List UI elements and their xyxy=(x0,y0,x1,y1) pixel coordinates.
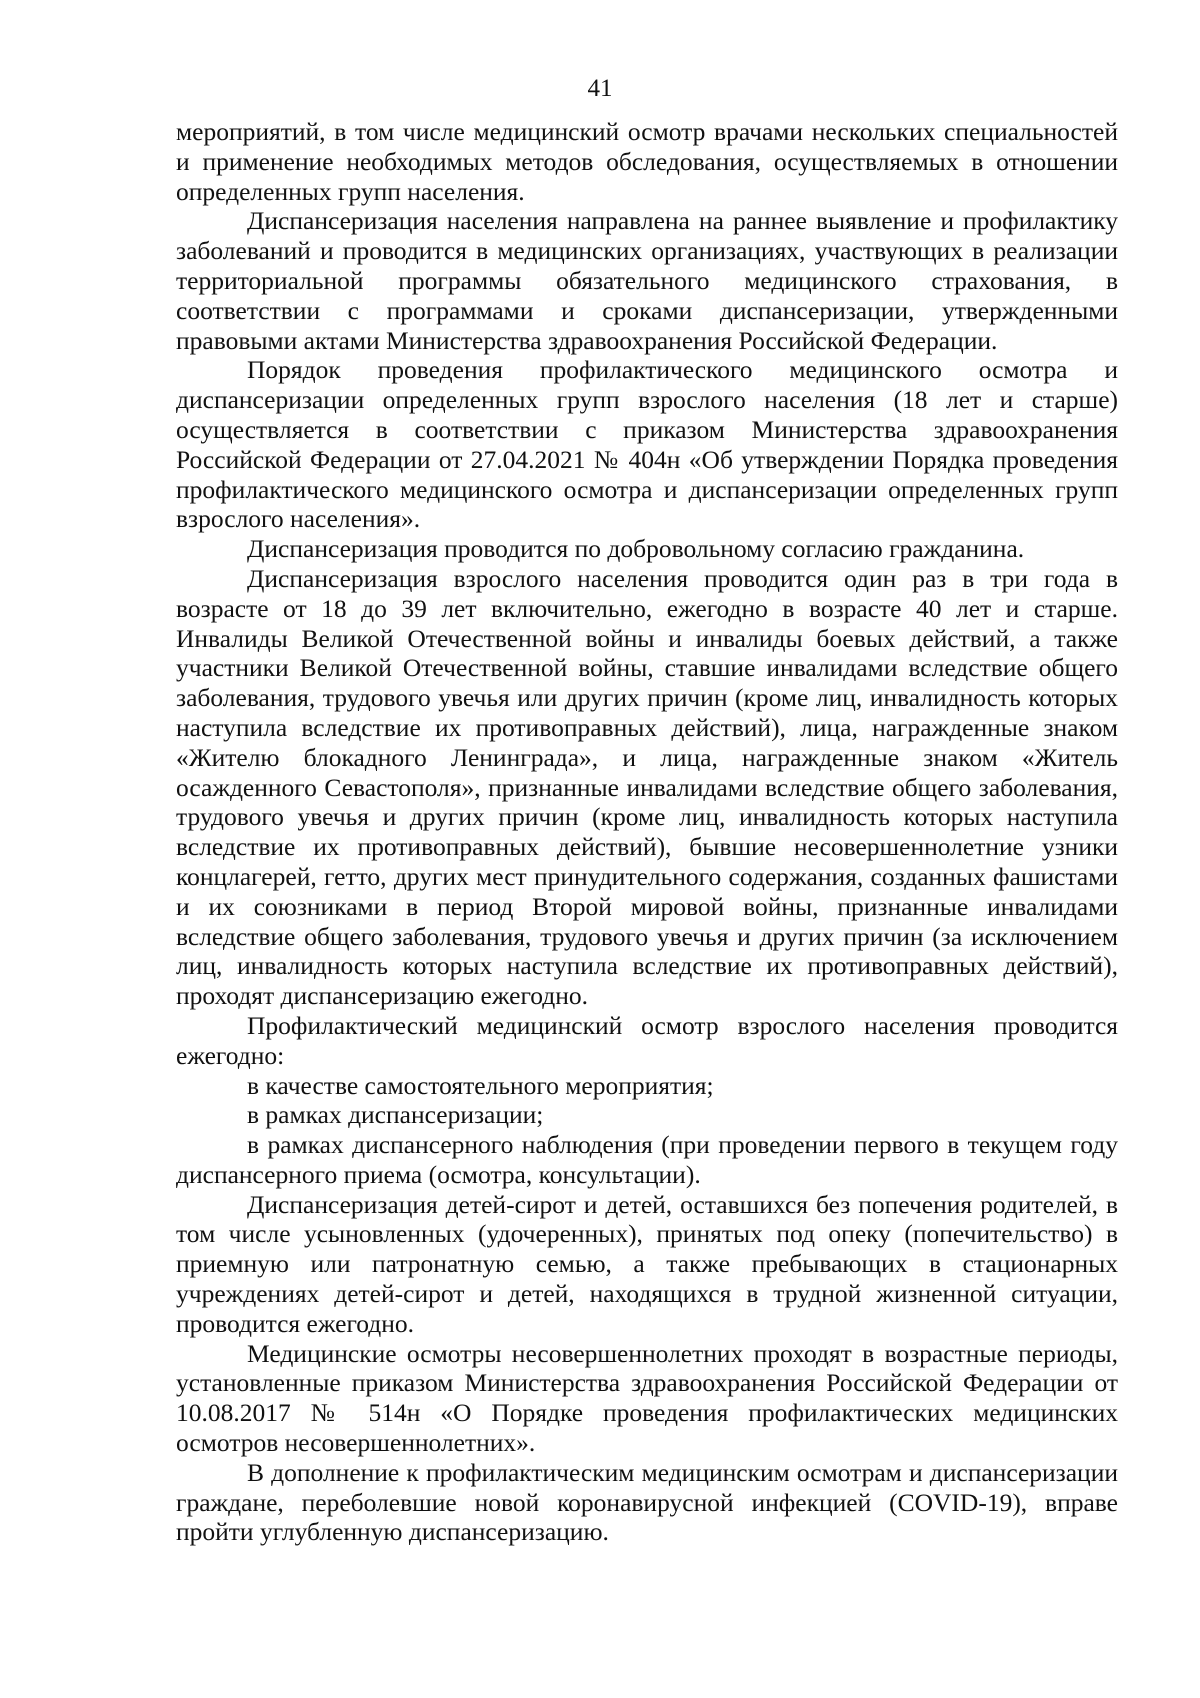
paragraph-minors: Медицинские осмотры несовершеннолетних проходят в возрастные периоды, установленные приказом Министерства здравоохранения Российской Федерации от 10.08.2017 № 514н «О Порядке проведения профилактических медицинских осмотров несовершеннолетних». xyxy=(176,1338,1118,1458)
paragraph-dispensarization-purpose: Диспансеризация населения направлена на раннее выявление и профилактику заболеваний и проводится в медицинских организациях, участвующих в реализации территориальной программы обязательного медицинского страхования, в соответствии с программами и сроками диспансеризации, утвержденными правовыми актами Министерства здравоохранения Российской Федерации. xyxy=(176,206,1118,355)
list-item: в рамках диспансеризации; xyxy=(247,1100,544,1130)
body-text xyxy=(176,117,1118,1547)
paragraph-voluntary-consent: Диспансеризация проводится по добровольному согласию гражданина. xyxy=(247,534,1025,564)
paragraph-preventive-exam: Профилактический медицинский осмотр взрослого населения проводится ежегодно: xyxy=(176,1010,1118,1070)
paragraph-frequency: Диспансеризация взрослого населения проводится один раз в три года в возрасте от 18 до 39 лет включительно, ежегодно в возрасте 40 лет и старше. Инвалиды Великой Отечественной войны и инвалиды боевых действий, а также участники Великой Отечественной войны, ставшие инвалидами вследствие общего заболевания, трудового увечья или других причин (кроме лиц, инвалидность которых наступила вследствие их противоправных действий), лица, награжденные знаком «Жителю блокадного Ленинграда», и лица, награжденные знаком «Житель осажденного Севастополя», признанные инвалидами вследствие общего заболевания, трудового увечья и других причин (кроме лиц, инвалидность которых наступила вследствие их противоправных действий), бывшие несовершеннолетние узники концлагерей, гетто, других мест принудительного содержания, созданных фашистами и их союзниками в период Второй мировой войны, признанные инвалидами вследствие общего заболевания, трудового увечья и других причин (за исключением лиц, инвалидность которых наступила вследствие их противоправных действий), проходят диспансеризацию ежегодно. xyxy=(176,563,1118,1011)
paragraph-covid: В дополнение к профилактическим медицинским осмотрам и диспансеризации граждане, переболевшие новой коронавирусной инфекцией (COVID-19), вправе пройти углубленную диспансеризацию. xyxy=(176,1457,1118,1547)
page-number: 41 xyxy=(587,75,613,102)
list-item: в рамках диспансерного наблюдения (при проведении первого в текущем году диспансерного приема (осмотра, консультации). xyxy=(176,1130,1118,1189)
paragraph-continuation: мероприятий, в том числе медицинский осмотр врачами нескольких специальностей и применение необходимых методов обследования, осуществляемых в отношении определенных групп населения. xyxy=(176,117,1118,206)
paragraph-orphans: Диспансеризация детей-сирот и детей, оставшихся без попечения родителей, в том числе усыновленных (удочеренных), принятых под опеку (попечительство) в приемную или патронатную семью, а также пребывающих в стационарных учреждениях детей-сирот и детей, находящихся в трудной жизненной ситуации, проводится ежегодно. xyxy=(176,1189,1118,1338)
list-item: в качестве самостоятельного мероприятия; xyxy=(247,1070,714,1100)
paragraph-procedure-order: Порядок проведения профилактического медицинского осмотра и диспансеризации определенных групп взрослого населения (18 лет и старше) осуществляется в соответствии с приказом Министерства здравоохранения Российской Федерации от 27.04.2021 № 404н «Об утверждении Порядка проведения профилактического медицинского осмотра и диспансеризации определенных групп взрослого населения». xyxy=(176,355,1118,534)
